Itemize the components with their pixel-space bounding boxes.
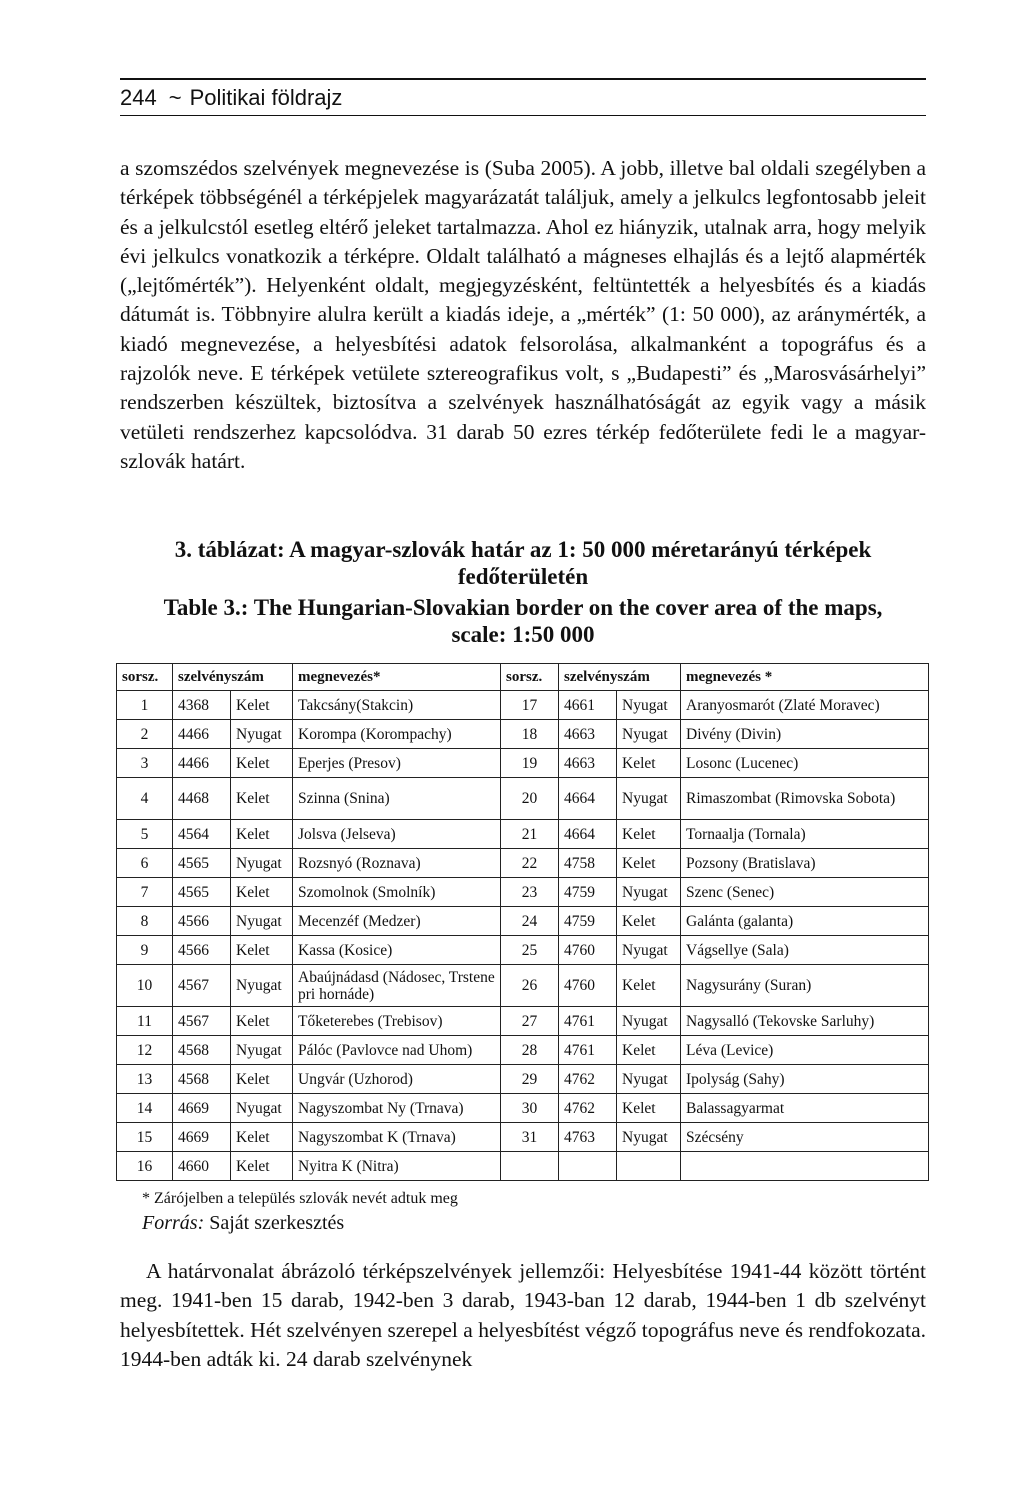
table-cell: Nyugat <box>231 720 293 749</box>
table-cell: Szomolnok (Smolník) <box>293 878 501 907</box>
table-cell: Tornaalja (Tornala) <box>681 820 929 849</box>
source-text: Saját szerkesztés <box>209 1212 345 1234</box>
table-row <box>117 1065 929 1094</box>
table-cell: 6 <box>117 849 173 878</box>
table-cell: Galánta (galanta) <box>681 907 929 936</box>
table-cell: Ipolyság (Sahy) <box>681 1065 929 1094</box>
table-body <box>117 691 929 1181</box>
table-cell: 4567 <box>173 965 231 1007</box>
table-cell: 29 <box>501 1065 559 1094</box>
table-cell: 4566 <box>173 936 231 965</box>
table-cell: 4368 <box>173 691 231 720</box>
table-cell: Rimaszombat (Rimovska Sobota) <box>681 778 929 820</box>
table-cell: 31 <box>501 1123 559 1152</box>
table-cell: 4669 <box>173 1094 231 1123</box>
table-cell: Kelet <box>617 820 681 849</box>
table-cell: 4568 <box>173 1036 231 1065</box>
page-number: 244 <box>120 85 157 110</box>
table-cell: 4564 <box>173 820 231 849</box>
table-cell <box>681 1152 929 1181</box>
table-cell: 4468 <box>173 778 231 820</box>
table-cell: Kelet <box>617 1036 681 1065</box>
table-cell: 4664 <box>559 778 617 820</box>
table-cell: 9 <box>117 936 173 965</box>
table-cell: Nyugat <box>617 878 681 907</box>
table-cell: 4762 <box>559 1094 617 1123</box>
table-cell: 4669 <box>173 1123 231 1152</box>
table-cell: Nagysalló (Tekovske Sarluhy) <box>681 1007 929 1036</box>
table-cell: Kelet <box>617 965 681 1007</box>
table-cell <box>617 1152 681 1181</box>
table-footnote: * Zárójelben a település szlovák nevét adtuk meg <box>142 1190 458 1207</box>
table-cell: Nyugat <box>231 907 293 936</box>
table-row <box>117 1094 929 1123</box>
table-cell: 11 <box>117 1007 173 1036</box>
caption-en-line-1: Table 3.: The Hungarian-Slovakian border on the cover area of the maps, <box>163 595 883 620</box>
body-paragraph-2: A határvonalat ábrázoló térképszelvények jellemzői: Helyesbítése 1941-44 között történt meg. 1941-ben 15 darab, 1942-ben 3 darab, 1943-ban 12 darab, 1944-ben 1 db szelvényt helyesbítettek. Hét szelvényen szerepel a helyesbítést végző topográfus neve és rendfokozata. 1944-ben adták ki. 24 darab szelvénynek <box>120 1259 926 1371</box>
table-row <box>117 778 929 820</box>
header-separator: ~ <box>168 85 182 110</box>
table-cell: 4466 <box>173 720 231 749</box>
table-row <box>117 820 929 849</box>
table-cell: Takcsány(Stakcin) <box>293 691 501 720</box>
table-row <box>117 965 929 1007</box>
table-cell: Korompa (Korompachy) <box>293 720 501 749</box>
table-row <box>117 1036 929 1065</box>
table-cell: Nagyszombat Ny (Trnava) <box>293 1094 501 1123</box>
table-cell: Kelet <box>617 849 681 878</box>
header-cell: megnevezés * <box>681 664 929 691</box>
table-cell: Kelet <box>231 1152 293 1181</box>
table-cell: 4 <box>117 778 173 820</box>
table-cell: 8 <box>117 907 173 936</box>
table-row <box>117 1123 929 1152</box>
table-row <box>117 749 929 778</box>
table-row <box>117 878 929 907</box>
table-cell: 23 <box>501 878 559 907</box>
table-cell: 26 <box>501 965 559 1007</box>
table-cell: 16 <box>117 1152 173 1181</box>
table-cell: 19 <box>501 749 559 778</box>
table-row <box>117 907 929 936</box>
table-cell: Jolsva (Jelseva) <box>293 820 501 849</box>
table-caption-hungarian <box>120 536 926 590</box>
table-cell: 13 <box>117 1065 173 1094</box>
table-cell: Kelet <box>617 749 681 778</box>
table-cell: 4567 <box>173 1007 231 1036</box>
table-cell: Aranyosmarót (Zlaté Moravec) <box>681 691 929 720</box>
table-row <box>117 849 929 878</box>
table-cell: 14 <box>117 1094 173 1123</box>
table-cell <box>559 1152 617 1181</box>
table-cell: Mecenzéf (Medzer) <box>293 907 501 936</box>
table-cell: 4661 <box>559 691 617 720</box>
table-cell: Kelet <box>231 691 293 720</box>
running-header <box>120 78 926 116</box>
table-cell: 4761 <box>559 1007 617 1036</box>
table-cell: 10 <box>117 965 173 1007</box>
table-cell: Nyugat <box>617 936 681 965</box>
table-cell: 28 <box>501 1036 559 1065</box>
table-cell: 2 <box>117 720 173 749</box>
table-cell: Ungvár (Uzhorod) <box>293 1065 501 1094</box>
table-cell: 4759 <box>559 907 617 936</box>
table-cell: Kelet <box>231 878 293 907</box>
table-cell: 4760 <box>559 965 617 1007</box>
table-cell: Losonc (Lucenec) <box>681 749 929 778</box>
table-cell: Kelet <box>231 820 293 849</box>
table-cell: 1 <box>117 691 173 720</box>
table-cell: 12 <box>117 1036 173 1065</box>
table-cell: Kassa (Kosice) <box>293 936 501 965</box>
table-cell: 4565 <box>173 878 231 907</box>
header-title: Politikai földrajz <box>189 85 343 110</box>
table-row <box>117 1152 929 1181</box>
table-cell: 4760 <box>559 936 617 965</box>
table-cell: Kelet <box>231 778 293 820</box>
table-cell: Léva (Levice) <box>681 1036 929 1065</box>
table-cell: 4660 <box>173 1152 231 1181</box>
table-cell: 4565 <box>173 849 231 878</box>
table-cell: Eperjes (Presov) <box>293 749 501 778</box>
table-cell: Kelet <box>231 1007 293 1036</box>
table-cell: Nyugat <box>617 778 681 820</box>
table-cell: Nyitra K (Nitra) <box>293 1152 501 1181</box>
table-row <box>117 720 929 749</box>
source-label: Forrás: <box>142 1212 205 1234</box>
table-cell: 7 <box>117 878 173 907</box>
table-cell: Nyugat <box>617 1007 681 1036</box>
table-cell: Nyugat <box>617 720 681 749</box>
table-cell: Rozsnyó (Roznava) <box>293 849 501 878</box>
table-header-row <box>117 664 929 691</box>
table-cell: Nyugat <box>231 1094 293 1123</box>
header-cell: sorsz. <box>117 664 173 691</box>
table-cell: Kelet <box>231 936 293 965</box>
table-row <box>117 1007 929 1036</box>
table-cell: 22 <box>501 849 559 878</box>
table-cell: 4763 <box>559 1123 617 1152</box>
caption-hu-line-1: 3. táblázat: A magyar-szlovák határ az 1: 50 000 méretarányú térképek <box>174 537 872 562</box>
table-cell: 4664 <box>559 820 617 849</box>
table-cell: 27 <box>501 1007 559 1036</box>
caption-hu-line-2: fedőterületén <box>457 564 589 589</box>
table-cell: 5 <box>117 820 173 849</box>
table-cell: 21 <box>501 820 559 849</box>
header-cell: sorsz. <box>501 664 559 691</box>
table-cell: Nagysurány (Suran) <box>681 965 929 1007</box>
body-paragraph-1: a szomszédos szelvények megnevezése is (Suba 2005). A jobb, illetve bal oldali szegélyben a térképek többségénél a térképjelek magyarázatát találjuk, amely a jelkulcs legfontosabb jeleit és a jelkulcstól esetleg eltérő jeleket tartalmazza. Ahol ez hiányzik, utalnak arra, hogy melyik évi jelkulcs vonatkozik a térképre. Oldalt található a mágneses elhajlás és a lejtő alapmérték („lejtőmérték”). Helyenként oldalt, megjegyzésként, feltüntették a helyesbítés és a kiadás dátumát is. Többnyire alulra került a kiadás ideje, a „mérték” (1: 50 000), az aránymérték, a kiadó megnevezése, a helyesbítési adatok felsorolása, alkalmanként a topográfus és a rajzolók neve. E térképek vetülete sztereografikus volt, s „Budapesti” és „Marosvásárhelyi” rendszerben készültek, biztosítva a szelvények használhatóságát az egyik vagy a másik vetületi rendszerhez kapcsolódva. 31 darab 50 ezres térkép fedőterülete fedi le a magyar-szlovák határt. <box>120 156 926 473</box>
table-cell: Nyugat <box>231 849 293 878</box>
map-sheets-table <box>116 663 929 1181</box>
table-cell: Abaújnádasd (Nádosec, Trstene pri hornáde) <box>293 965 501 1007</box>
table-cell: Nyugat <box>231 1036 293 1065</box>
table-cell: Balassagyarmat <box>681 1094 929 1123</box>
table-cell: 4663 <box>559 749 617 778</box>
table-cell: Kelet <box>231 1123 293 1152</box>
table-cell: Nyugat <box>617 1123 681 1152</box>
table-cell: Pozsony (Bratislava) <box>681 849 929 878</box>
table-cell: Nagyszombat K (Trnava) <box>293 1123 501 1152</box>
table-cell: 17 <box>501 691 559 720</box>
table-cell <box>501 1152 559 1181</box>
caption-en-line-2: scale: 1:50 000 <box>451 622 595 647</box>
table-cell: Szenc (Senec) <box>681 878 929 907</box>
table-row <box>117 936 929 965</box>
table-cell: Kelet <box>231 1065 293 1094</box>
table-caption-english <box>120 594 926 648</box>
table-cell: 4762 <box>559 1065 617 1094</box>
table-cell: Szécsény <box>681 1123 929 1152</box>
table-cell: Nyugat <box>617 1065 681 1094</box>
header-cell: megnevezés* <box>293 664 501 691</box>
table-cell: 3 <box>117 749 173 778</box>
table-cell: Kelet <box>617 907 681 936</box>
table-cell: Szinna (Snina) <box>293 778 501 820</box>
table-cell: 4568 <box>173 1065 231 1094</box>
table-row <box>117 691 929 720</box>
header-cell: szelvényszám <box>559 664 681 691</box>
table-cell: Vágsellye (Sala) <box>681 936 929 965</box>
table-cell: 18 <box>501 720 559 749</box>
table-cell: Tőketerebes (Trebisov) <box>293 1007 501 1036</box>
table-source <box>142 1212 344 1235</box>
table-cell: 4761 <box>559 1036 617 1065</box>
table-cell: Nyugat <box>617 691 681 720</box>
table-cell: Kelet <box>231 749 293 778</box>
table-cell: Nyugat <box>231 965 293 1007</box>
table-cell: Pálóc (Pavlovce nad Uhom) <box>293 1036 501 1065</box>
table-cell: 24 <box>501 907 559 936</box>
table-cell: 25 <box>501 936 559 965</box>
table-cell: Kelet <box>617 1094 681 1123</box>
table-cell: 20 <box>501 778 559 820</box>
table-cell: 4466 <box>173 749 231 778</box>
table-cell: 4663 <box>559 720 617 749</box>
table-cell: 4566 <box>173 907 231 936</box>
table-cell: 4759 <box>559 878 617 907</box>
table-cell: Divény (Divin) <box>681 720 929 749</box>
table-cell: 15 <box>117 1123 173 1152</box>
table-cell: 4758 <box>559 849 617 878</box>
header-cell: szelvényszám <box>173 664 293 691</box>
table-cell: 30 <box>501 1094 559 1123</box>
